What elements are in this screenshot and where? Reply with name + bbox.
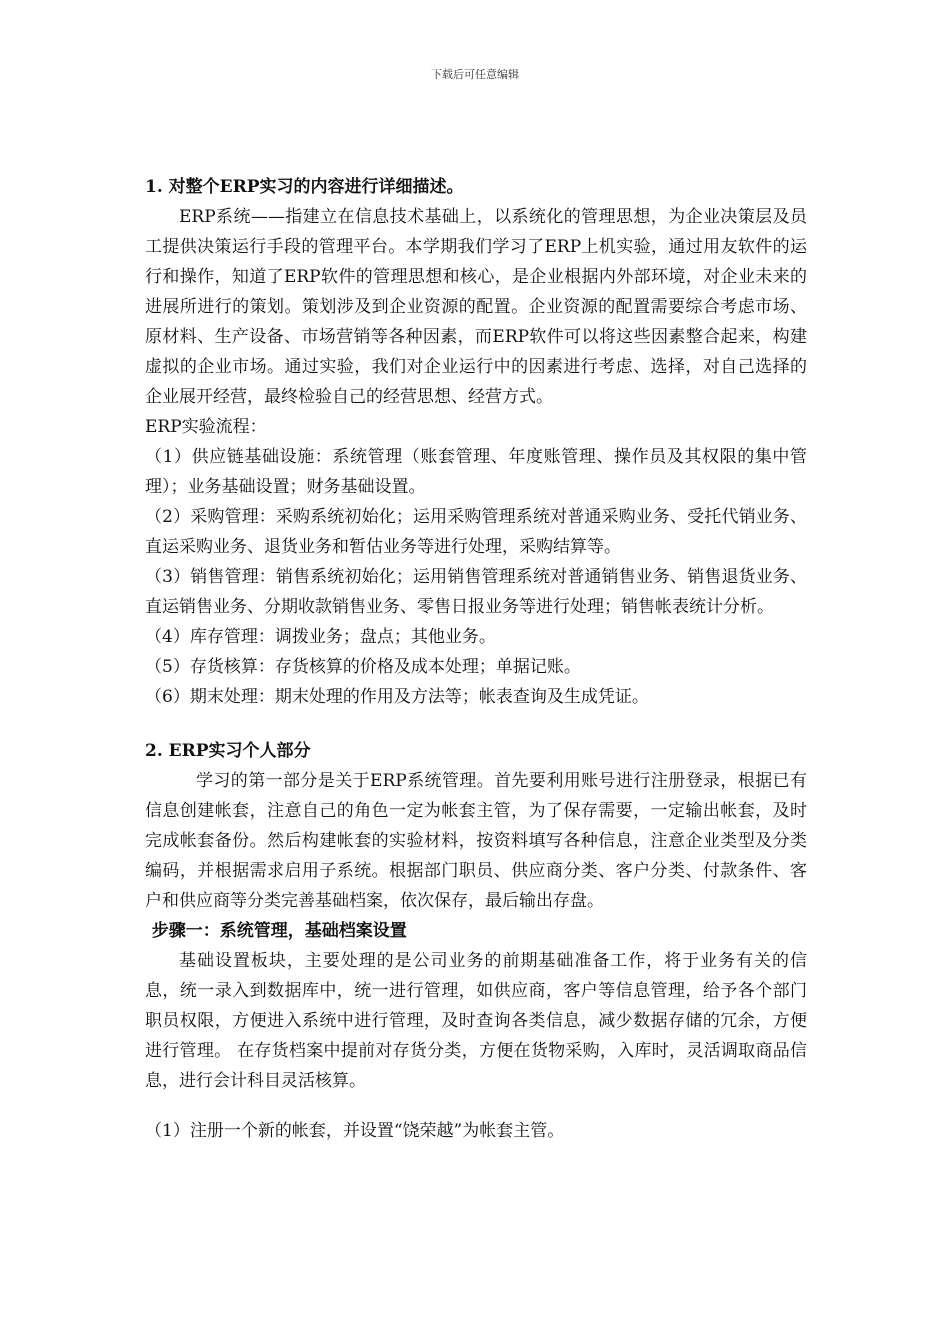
flow-item-4: （4）库存管理：调拨业务；盘点；其他业务。 (145, 627, 496, 647)
flow-item-6: （6）期末处理：期末处理的作用及方法等；帐表查询及生成凭证。 (145, 687, 649, 707)
step-spacer (145, 1096, 807, 1116)
step-1-body: 基础设置板块，主要处理的是公司业务的前期基础准备工作，将于业务有关的信息，统一录入到数据库中，统一进行管理，如供应商，客户等信息管理，给予各个部门职员权限，方便进入系统中进行管理，及时查询各类信息，减少数据存储的冗余，方便进行管理。 在存货档案中提前对存货分类，方便在货物采购，入库时，灵活调取商品信息，进行会计科目灵活核算。 (145, 951, 807, 1091)
section-1-title: 1. 对整个ERP实习的内容进行详细描述。 (145, 177, 464, 197)
flow-item-2: （2）采购管理：采购系统初始化；运用采购管理系统对普通采购业务、受托代销业务、直运采购业务、退货业务和暂估业务等进行处理，采购结算等。 (145, 507, 807, 557)
document-body (145, 172, 807, 1146)
erp-flow-label: ERP实验流程： (145, 417, 267, 437)
step-1-title: 步骤一：系统管理，基础档案设置 (151, 921, 407, 941)
flow-item-3: （3）销售管理：销售系统初始化；运用销售管理系统对普通销售业务、销售退货业务、直运销售业务、分期收款销售业务、零售日报业务等进行处理；销售帐表统计分析。 (145, 567, 807, 617)
section-1-intro: ERP系统——指建立在信息技术基础上，以系统化的管理思想，为企业决策层及员工提供决策运行手段的管理平台。本学期我们学习了ERP上机实验，通过用友软件的运行和操作，知道了ERP软件的管理思想和核心，是企业根据内外部环境，对企业未来的进展所进行的策划。策划涉及到企业资源的配置。企业资源的配置需要综合考虑市场、原材料、生产设备、市场营销等各种因素，而ERP软件可以将这些因素整合起来，构建虚拟的企业市场。通过实验，我们对企业运行中的因素进行考虑、选择，对自己选择的企业展开经营，最终检验自己的经营思想、经营方式。 (145, 207, 807, 407)
section-2-title: 2. ERP实习个人部分 (145, 741, 311, 761)
section-2-intro: 学习的第一部分是关于ERP系统管理。首先要利用账号进行注册登录，根据已有信息创建帐套，注意自己的角色一定为帐套主管，为了保存需要，一定输出帐套，及时完成帐套备份。然后构建帐套的实验材料，按资料填写各种信息，注意企业类型及分类编码，并根据需求启用子系统。根据部门职员、供应商分类、客户分类、付款条件、客户和供应商等分类完善基础档案，依次保存，最后输出存盘。 (145, 771, 807, 911)
step-1-item-1: （1）注册一个新的帐套，并设置“饶荣越”为帐套主管。 (145, 1121, 565, 1141)
flow-item-1: （1）供应链基础设施：系统管理（账套管理、年度账管理、操作员及其权限的集中管理）；业务基础设置；财务基础设置。 (145, 447, 807, 497)
page-header-note: 下载后可任意编辑 (431, 68, 519, 81)
section-spacer (145, 712, 807, 736)
flow-item-5: （5）存货核算：存货核算的价格及成本处理；单据记账。 (145, 657, 581, 677)
